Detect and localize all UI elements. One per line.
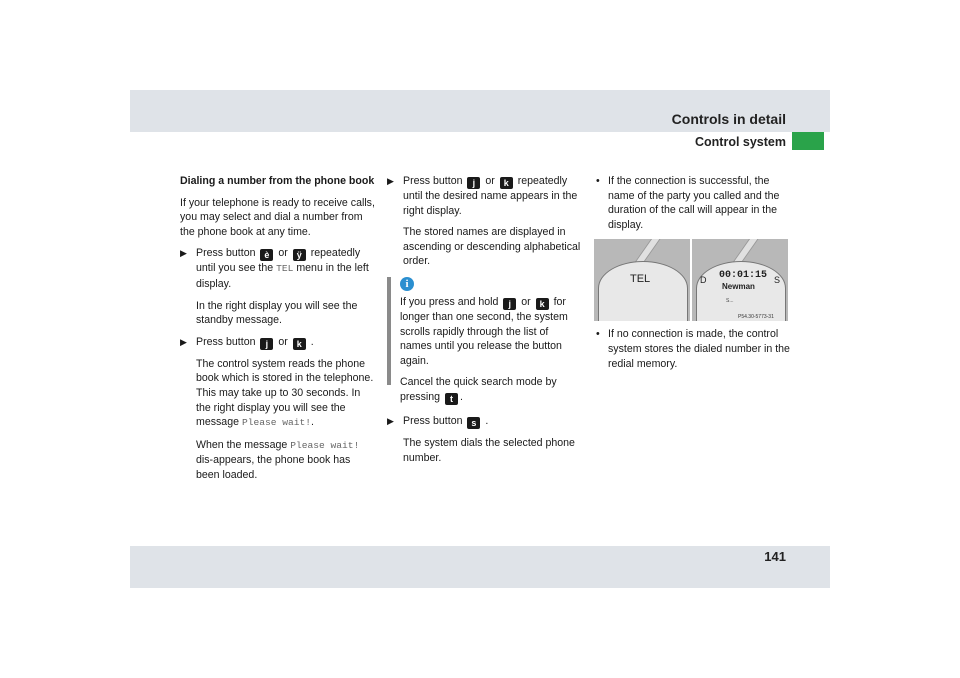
instruction-step-2: ▶ Press button j or k . [180,335,314,349]
header-subband [130,132,830,154]
down-button-icon: k [500,177,513,189]
up-button-icon: j [467,177,480,189]
step-2-note-2: When the message Please wait! dis-appears, the phone book has been loaded. [196,438,360,481]
mode-button-alt-icon: ÿ [293,249,306,261]
up-button-icon: j [260,338,273,350]
down-button-icon: k [536,298,549,310]
display-letter-s: S [773,275,780,286]
step-3-note: The stored names are displayed in ascending or descending alphabetical order. [403,226,581,268]
right-display-photo [692,239,788,321]
instruction-step-4: ▶ Press button s . [387,414,489,428]
caller-name: Newman [722,282,755,292]
step-2-note-1: The control system reads the phone book which is stored in the telephone. This may take up to 30 seconds. In the right display you will see the message Please wait!. [196,357,374,429]
column-2 [387,174,583,472]
signal-indicator: S... [726,298,734,305]
tel-menu-label: TEL [276,263,294,275]
section-title: Control system [695,135,786,149]
bullet-icon: • [596,175,600,187]
display-photos [594,239,788,321]
bullet-item: • If no connection is made, the control system stores the dialed number in the redial memory. [596,328,790,370]
intro-paragraph: If your telephone is ready to receive calls, you may select and dial a number from the phone book at any time. [180,196,375,238]
arrow-icon: ▶ [180,336,187,347]
bullet-icon: • [596,328,600,341]
instruction-step-3: ▶ Press button j or k repeatedly until the desired name appears in the right display. [387,175,578,217]
page-number: 141 [764,549,786,564]
display-tel-text: TEL [630,273,651,286]
arrow-icon: ▶ [180,248,187,259]
step-4-note: The system dials the selected phone number. [403,436,575,464]
left-display-photo [594,239,690,321]
display-letter-d: D [700,275,707,286]
photo-reference: P54.30-5773-31 [738,314,774,321]
step-1-note: In the right display you will see the standby message. [196,299,358,327]
column-1 [180,174,375,490]
info-bar [387,277,391,385]
down-button-icon: k [293,338,306,350]
please-wait-message: Please wait! [241,417,312,429]
header-band [130,90,830,132]
instruction-step-1: ▶ Press button è or ÿ repeatedly until you see the TEL menu in the left display. [180,247,369,290]
call-duration: 00:01:15 [719,270,768,282]
mode-button-icon: è [260,249,273,261]
up-button-icon: j [503,298,516,310]
chapter-color-tab [792,132,824,150]
please-wait-message: Please wait! [290,439,360,451]
info-icon: i [400,277,414,291]
arrow-icon: ▶ [387,415,394,426]
info-paragraph-1: If you press and hold j or k for longer than one second, the system scrolls rapidly through the list of names until you release the button again. [400,295,568,367]
footer-band [130,546,830,588]
info-paragraph-2: Cancel the quick search mode by pressing t . [400,376,557,404]
column-3 [594,174,794,378]
bullet-item: • If the connection is successful, the name of the party you called and the duration of the call will appear in the display. [596,175,780,231]
end-call-button-icon: t [445,393,458,405]
send-call-button-icon: s [467,417,480,429]
arrow-icon: ▶ [387,176,394,186]
section-heading: Dialing a number from the phone book [180,175,375,187]
chapter-title: Controls in detail [671,111,786,127]
display-screen [598,261,688,321]
info-box [387,277,583,405]
